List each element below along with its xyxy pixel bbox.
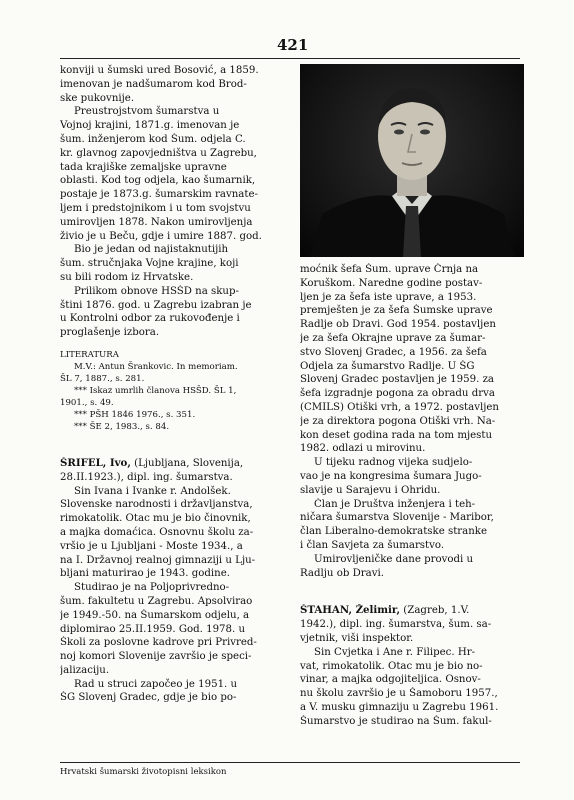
portrait-figure <box>300 64 524 257</box>
text-line: štini 1876. god. u Zagrebu izabran je <box>60 299 252 311</box>
text-line: ŠTAHAN, Želimir, (Zagreb, 1.V. <box>300 604 470 617</box>
text-line: postaje je 1873.g. šumarskim ravnate- <box>60 189 258 201</box>
text-line: je 1949.-50. na Šumarskom odjelu, a <box>60 609 250 621</box>
text-line: šefa izgradnje pogona za obradu drva <box>300 388 495 400</box>
text-line: slavije u Sarajevu i Ohridu. <box>300 484 441 496</box>
entry-headword: ŠTAHAN, Želimir, <box>300 604 401 617</box>
text-line: Slovenj Gradec postavljen je 1959. za <box>300 374 495 386</box>
text-line: na I. Državnoj realnoj gimnaziji u Lju- <box>60 554 256 566</box>
text-line: LITERATURA <box>60 349 119 360</box>
text-line: ljem i predstojnikom i u tom svojstvu <box>60 202 251 214</box>
text-line: u Kontrolni odbor za rukovođenje i <box>60 313 240 325</box>
text-line: živio je u Beču, gdje i umire 1887. god. <box>60 230 262 242</box>
text-line: *** ŠE 2, 1983., s. 84. <box>74 421 170 432</box>
text-line: bljani maturirao je 1943. godine. <box>60 568 230 580</box>
text-line: tada krajiške zemaljske upravne <box>60 161 227 173</box>
text-line: jalizaciju. <box>60 664 110 676</box>
text-line: ŠRIFEL, Ivo, (Ljubljana, Slovenija, <box>60 456 244 469</box>
text-line: Rad u struci započeo je 1951. u <box>74 678 238 690</box>
text-line: Bio je jedan od najistaknutijih <box>74 244 229 256</box>
left-text-column <box>60 64 288 705</box>
text-line: Studirao je na Poljoprivredno- <box>74 582 230 594</box>
text-line: nu školu završio je u Šamoboru 1957., <box>300 688 498 700</box>
text-line: ničara šumarstva Slovenije - Maribor, <box>300 512 494 524</box>
text-line: moćnik šefa Šum. uprave Črnja na <box>300 264 479 275</box>
footer-rule <box>60 762 520 763</box>
text-line <box>60 433 288 457</box>
text-line: šum. stručnjaka Vojne krajine, koji <box>60 258 239 270</box>
text-line: vao je na kongresima šumara Jugo- <box>300 470 482 482</box>
text-line: Školi za poslovne kadrove pri Privred- <box>60 637 257 649</box>
text-line: Prilikom obnove HSŠD na skup- <box>74 285 239 297</box>
text-line: oblasti. Kod tog odjela, kao šumarnik, <box>60 175 256 187</box>
text-line: diplomirao 25.II.1959. God. 1978. u <box>60 623 246 635</box>
text-line: je za direktora pogona Otiški vrh. Na- <box>300 415 496 427</box>
text-line <box>60 340 288 349</box>
text-line: i član Savjeta za šumarstvo. <box>300 539 445 551</box>
text-line: vršio je u Ljubljani - Moste 1934., a <box>60 540 243 552</box>
text-line: šum. fakultetu u Zagrebu. Apsolvirao <box>60 595 253 607</box>
text-line: premješten je za šefa Šumske uprave <box>300 305 493 317</box>
text-line: ske pukovnije. <box>60 92 135 104</box>
text-line: *** Iskaz umrlih članova HSŠD. ŠL 1, <box>74 385 237 396</box>
text-line: M.V.: Antun Šrankovic. In memoriam. <box>74 361 238 372</box>
right-text-column <box>300 263 525 729</box>
text-line: Šumarstvo je studirao na Šum. fakul- <box>300 715 492 727</box>
text-line: 1942.), dipl. ing. šumarstva, šum. sa- <box>300 619 492 631</box>
text-line: (CMILS) Otiški vrh, a 1972. postavljen <box>300 401 499 413</box>
text-line: proglašenje izbora. <box>60 327 160 339</box>
text-line: Odjela za šumarstvo Radlje. U ŠG <box>300 360 475 372</box>
text-line: umirovljen 1878. Nakon umirovljenja <box>60 216 253 228</box>
text-line: a majka domaćica. Osnovnu školu za- <box>60 526 254 538</box>
text-line: U tijeku radnog vijeka sudjelo- <box>314 457 473 469</box>
header-rule <box>60 58 520 59</box>
text-line: Radlje ob Dravi. God 1954. postavljen <box>300 319 496 331</box>
text-line: 1901., s. 49. <box>60 397 114 408</box>
text-line: vjetnik, viši inspektor. <box>300 632 414 644</box>
text-line: Radlju ob Dravi. <box>300 567 384 579</box>
text-line: šum. inženjerom kod Šum. odjela C. <box>60 133 246 145</box>
text-line <box>300 580 525 604</box>
text-line: je za šefa Okrajne uprave za šumar- <box>300 332 486 344</box>
text-line: Preustrojstvom šumarstva u <box>74 106 220 118</box>
text-line: Umirovljeničke dane provodi u <box>314 553 474 565</box>
text-line: Slovenske narodnosti i državljanstva, <box>60 499 253 511</box>
portrait-photo <box>300 64 524 257</box>
text-line: Koruškom. Naredne godine postav- <box>300 277 483 289</box>
text-line: vinar, a majka odgojiteljica. Osnov- <box>300 674 481 686</box>
text-line: ŠG Slovenj Gradec, gdje je bio po- <box>60 692 237 704</box>
text-line: 28.II.1923.), dipl. ing. šumarstva. <box>60 471 233 483</box>
text-line: Sin Cvjetka i Ane r. Filipec. Hr- <box>314 646 476 658</box>
text-line: kr. glavnog zapovjedništva u Zagrebu, <box>60 147 257 159</box>
text-line: Sin Ivana i Ivanke r. Andolšek. <box>74 485 231 497</box>
text-line: rimokatolik. Otac mu je bio činovnik, <box>60 513 251 525</box>
footer-title: Hrvatski šumarski životopisni leksikon <box>60 767 227 777</box>
page-number: 421 <box>277 36 309 54</box>
text-line: *** PŠH 1846 1976., s. 351. <box>74 409 196 420</box>
text-line: stvo Slovenj Gradec, a 1956. za šefa <box>300 346 487 358</box>
text-line: Član je Društva inženjera i teh- <box>314 498 476 510</box>
text-line: a V. musku gimnaziju u Zagrebu 1961. <box>300 701 499 713</box>
entry-headword: ŠRIFEL, Ivo, <box>60 456 131 469</box>
text-line: ljen je za šefa iste uprave, a 1953. <box>300 291 477 303</box>
text-line: imenovan je nadšumarom kod Brod- <box>60 78 247 90</box>
text-line: 1982. odlazi u mirovinu. <box>300 443 426 455</box>
text-line: kon deset godina rada na tom mjestu <box>300 429 493 441</box>
text-line: Vojnoj krajini, 1871.g. imenovan je <box>60 120 240 132</box>
text-line: konviji u šumski ured Bosović, a 1859. <box>60 65 259 76</box>
text-line: član Liberalno-demokratske stranke <box>300 526 488 538</box>
text-line: noj komori Slovenije završio je speci- <box>60 651 252 663</box>
text-line: su bili rodom iz Hrvatske. <box>60 271 194 283</box>
text-line: ŠL 7, 1887., s. 281. <box>60 373 145 384</box>
text-line: vat, rimokatolik. Otac mu je bio no- <box>300 660 483 672</box>
